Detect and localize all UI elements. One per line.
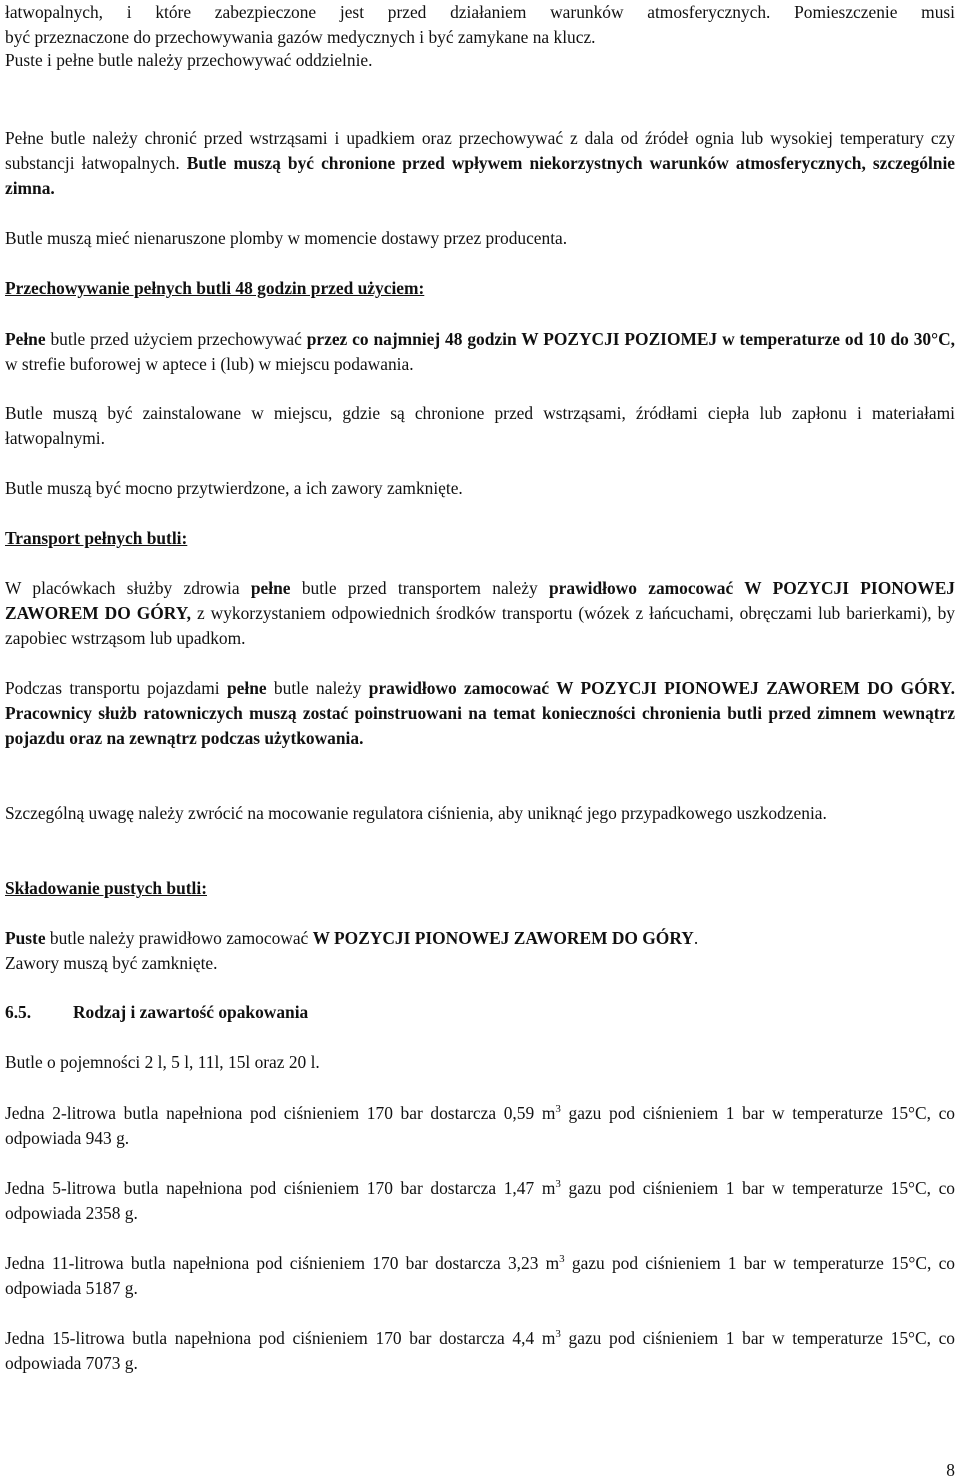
paragraph-horizontal-storage: [5, 327, 955, 377]
paragraph-storage-room: [5, 0, 955, 50]
text-line: Butle muszą być mocno przytwierdzone, a ich zawory zamknięte.: [5, 478, 463, 498]
paragraph-fixed-valves: [5, 476, 955, 501]
text-run: Jedna 11-litrowa butla napełniona pod ciśnieniem 170 bar dostarcza 3,23 m: [5, 1253, 560, 1273]
section-title: Rodzaj i zawartość opakowania: [73, 1002, 309, 1022]
text-run: Podczas transportu pojazdami: [5, 678, 227, 698]
paragraph-installation: [5, 401, 955, 451]
superscript: 3: [555, 1178, 561, 1190]
paragraph-separate-storage: [5, 48, 955, 73]
text-line: być przeznaczone do przechowywania gazów medycznych i być zamykane na klucz.: [5, 27, 596, 47]
paragraph-capacities: [5, 1050, 955, 1075]
bottle-5l: [5, 1176, 955, 1226]
bold-text: Butle muszą być chronione przed wpływem niekorzystnych warunków atmosferycznych, szczególnie zimna.: [5, 153, 955, 198]
text-run: butle należy prawidłowo zamocować: [45, 928, 313, 948]
bottle-2l: [5, 1101, 955, 1151]
page-number: 8: [946, 1460, 955, 1480]
paragraph-protect-cylinders: [5, 126, 955, 201]
section-6-5-heading: [5, 1000, 955, 1025]
bold-text: prawidłowo zamocować W POZYCJI PIONOWEJ ZAWOREM DO GÓRY,: [5, 578, 955, 623]
section-heading: Przechowywanie pełnych butli 48 godzin przed użyciem:: [5, 278, 425, 298]
text-run: .: [693, 928, 699, 948]
text-run: gazu pod ciśnieniem 1 bar w temperaturze 15°C, co odpowiada 7073 g.: [5, 1328, 956, 1373]
text-line: Butle muszą mieć nienaruszone plomby w momencie dostawy przez producenta.: [5, 228, 568, 248]
text-run: gazu pod ciśnieniem 1 bar w temperaturze 15°C, co odpowiada 943 g.: [5, 1103, 956, 1148]
heading-empty-storage: [5, 876, 955, 901]
bold-text: W POZYCJI PIONOWEJ ZAWOREM DO GÓRY: [312, 928, 694, 948]
bottle-15l: [5, 1326, 955, 1376]
heading-storage-48h: [5, 276, 955, 301]
text-line: łatwopalnych, i które zabezpieczone jest przed działaniem warunków atmosferycznych. Pomieszczenie musi: [5, 2, 955, 22]
text-run: Jedna 2-litrowa butla napełniona pod ciśnieniem 170 bar dostarcza 0,59 m: [5, 1103, 556, 1123]
text-line: Butle muszą być zainstalowane w miejscu, gdzie są chronione przed wstrząsami, źródłami ciepła lub zapłonu i materiałami łatwopalnymi.: [5, 403, 955, 448]
bold-text: Puste: [5, 928, 46, 948]
text-line: Butle o pojemności 2 l, 5 l, 11l, 15l oraz 20 l.: [5, 1052, 320, 1072]
text-line: Szczególną uwagę należy zwrócić na mocowanie regulatora ciśnienia, aby uniknąć jego przypadkowego uszkodzenia.: [5, 803, 827, 823]
text-line: Zawory muszą być zamknięte.: [5, 953, 218, 973]
text-run: w strefie buforowej w aptece i (lub) w miejscu podawania.: [5, 354, 414, 374]
section-number: 6.5.: [5, 1002, 32, 1022]
text-run: Pełne butle należy chronić przed wstrząsami i upadkiem oraz przechowywać z dala od źródeł ognia lub wysokiej temperatury czy substancji łatwopalnych.: [5, 128, 955, 173]
text-run: gazu pod ciśnieniem 1 bar w temperaturze 15°C, co odpowiada 2358 g.: [5, 1178, 956, 1223]
text-line: Puste i pełne butle należy przechowywać oddzielnie.: [5, 50, 373, 70]
bold-text: pełne: [226, 678, 267, 698]
heading-transport: [5, 526, 955, 551]
text-run: z wykorzystaniem odpowiednich środków transportu (wózek z łańcuchami, obręczami lub barierkami), by zapobiec wstrząsom lub upadkom.: [5, 603, 955, 648]
paragraph-transport-vehicle: [5, 676, 955, 751]
text-run: W placówkach służby zdrowia: [5, 578, 251, 598]
bottle-11l: [5, 1251, 955, 1301]
bold-text: Pełne: [5, 329, 46, 349]
paragraph-regulator: [5, 801, 955, 826]
section-heading: Składowanie pustych butli:: [5, 878, 207, 898]
paragraph-seals: [5, 226, 955, 251]
section-heading: Transport pełnych butli:: [5, 528, 188, 548]
bold-text: pełne: [250, 578, 291, 598]
paragraph-transport-facility: [5, 576, 955, 651]
superscript: 3: [555, 1103, 561, 1115]
text-run: butle należy: [266, 678, 369, 698]
paragraph-empty-cylinders: [5, 926, 955, 976]
text-run: gazu pod ciśnieniem 1 bar w temperaturze 15°C, co odpowiada 5187 g.: [5, 1253, 955, 1298]
text-run: Jedna 15-litrowa butla napełniona pod ciśnieniem 170 bar dostarcza 4,4 m: [5, 1328, 556, 1348]
text-run: butle przed użyciem przechowywać: [45, 329, 307, 349]
bold-text: przez co najmniej 48 godzin W POZYCJI POZIOMEJ w temperaturze od 10 do 30°C,: [306, 329, 955, 349]
text-run: Jedna 5-litrowa butla napełniona pod ciśnieniem 170 bar dostarcza 1,47 m: [5, 1178, 556, 1198]
bold-text: prawidłowo zamocować W POZYCJI PIONOWEJ ZAWOREM DO GÓRY. Pracownicy służb ratowniczych muszą zostać poinstruowani na temat konieczności chronienia butli przed zimnem wewnątrz pojazdu oraz na zewnątrz podczas użytkowania.: [5, 678, 955, 748]
superscript: 3: [559, 1253, 565, 1265]
superscript: 3: [555, 1328, 561, 1340]
text-run: butle przed transportem należy: [290, 578, 549, 598]
